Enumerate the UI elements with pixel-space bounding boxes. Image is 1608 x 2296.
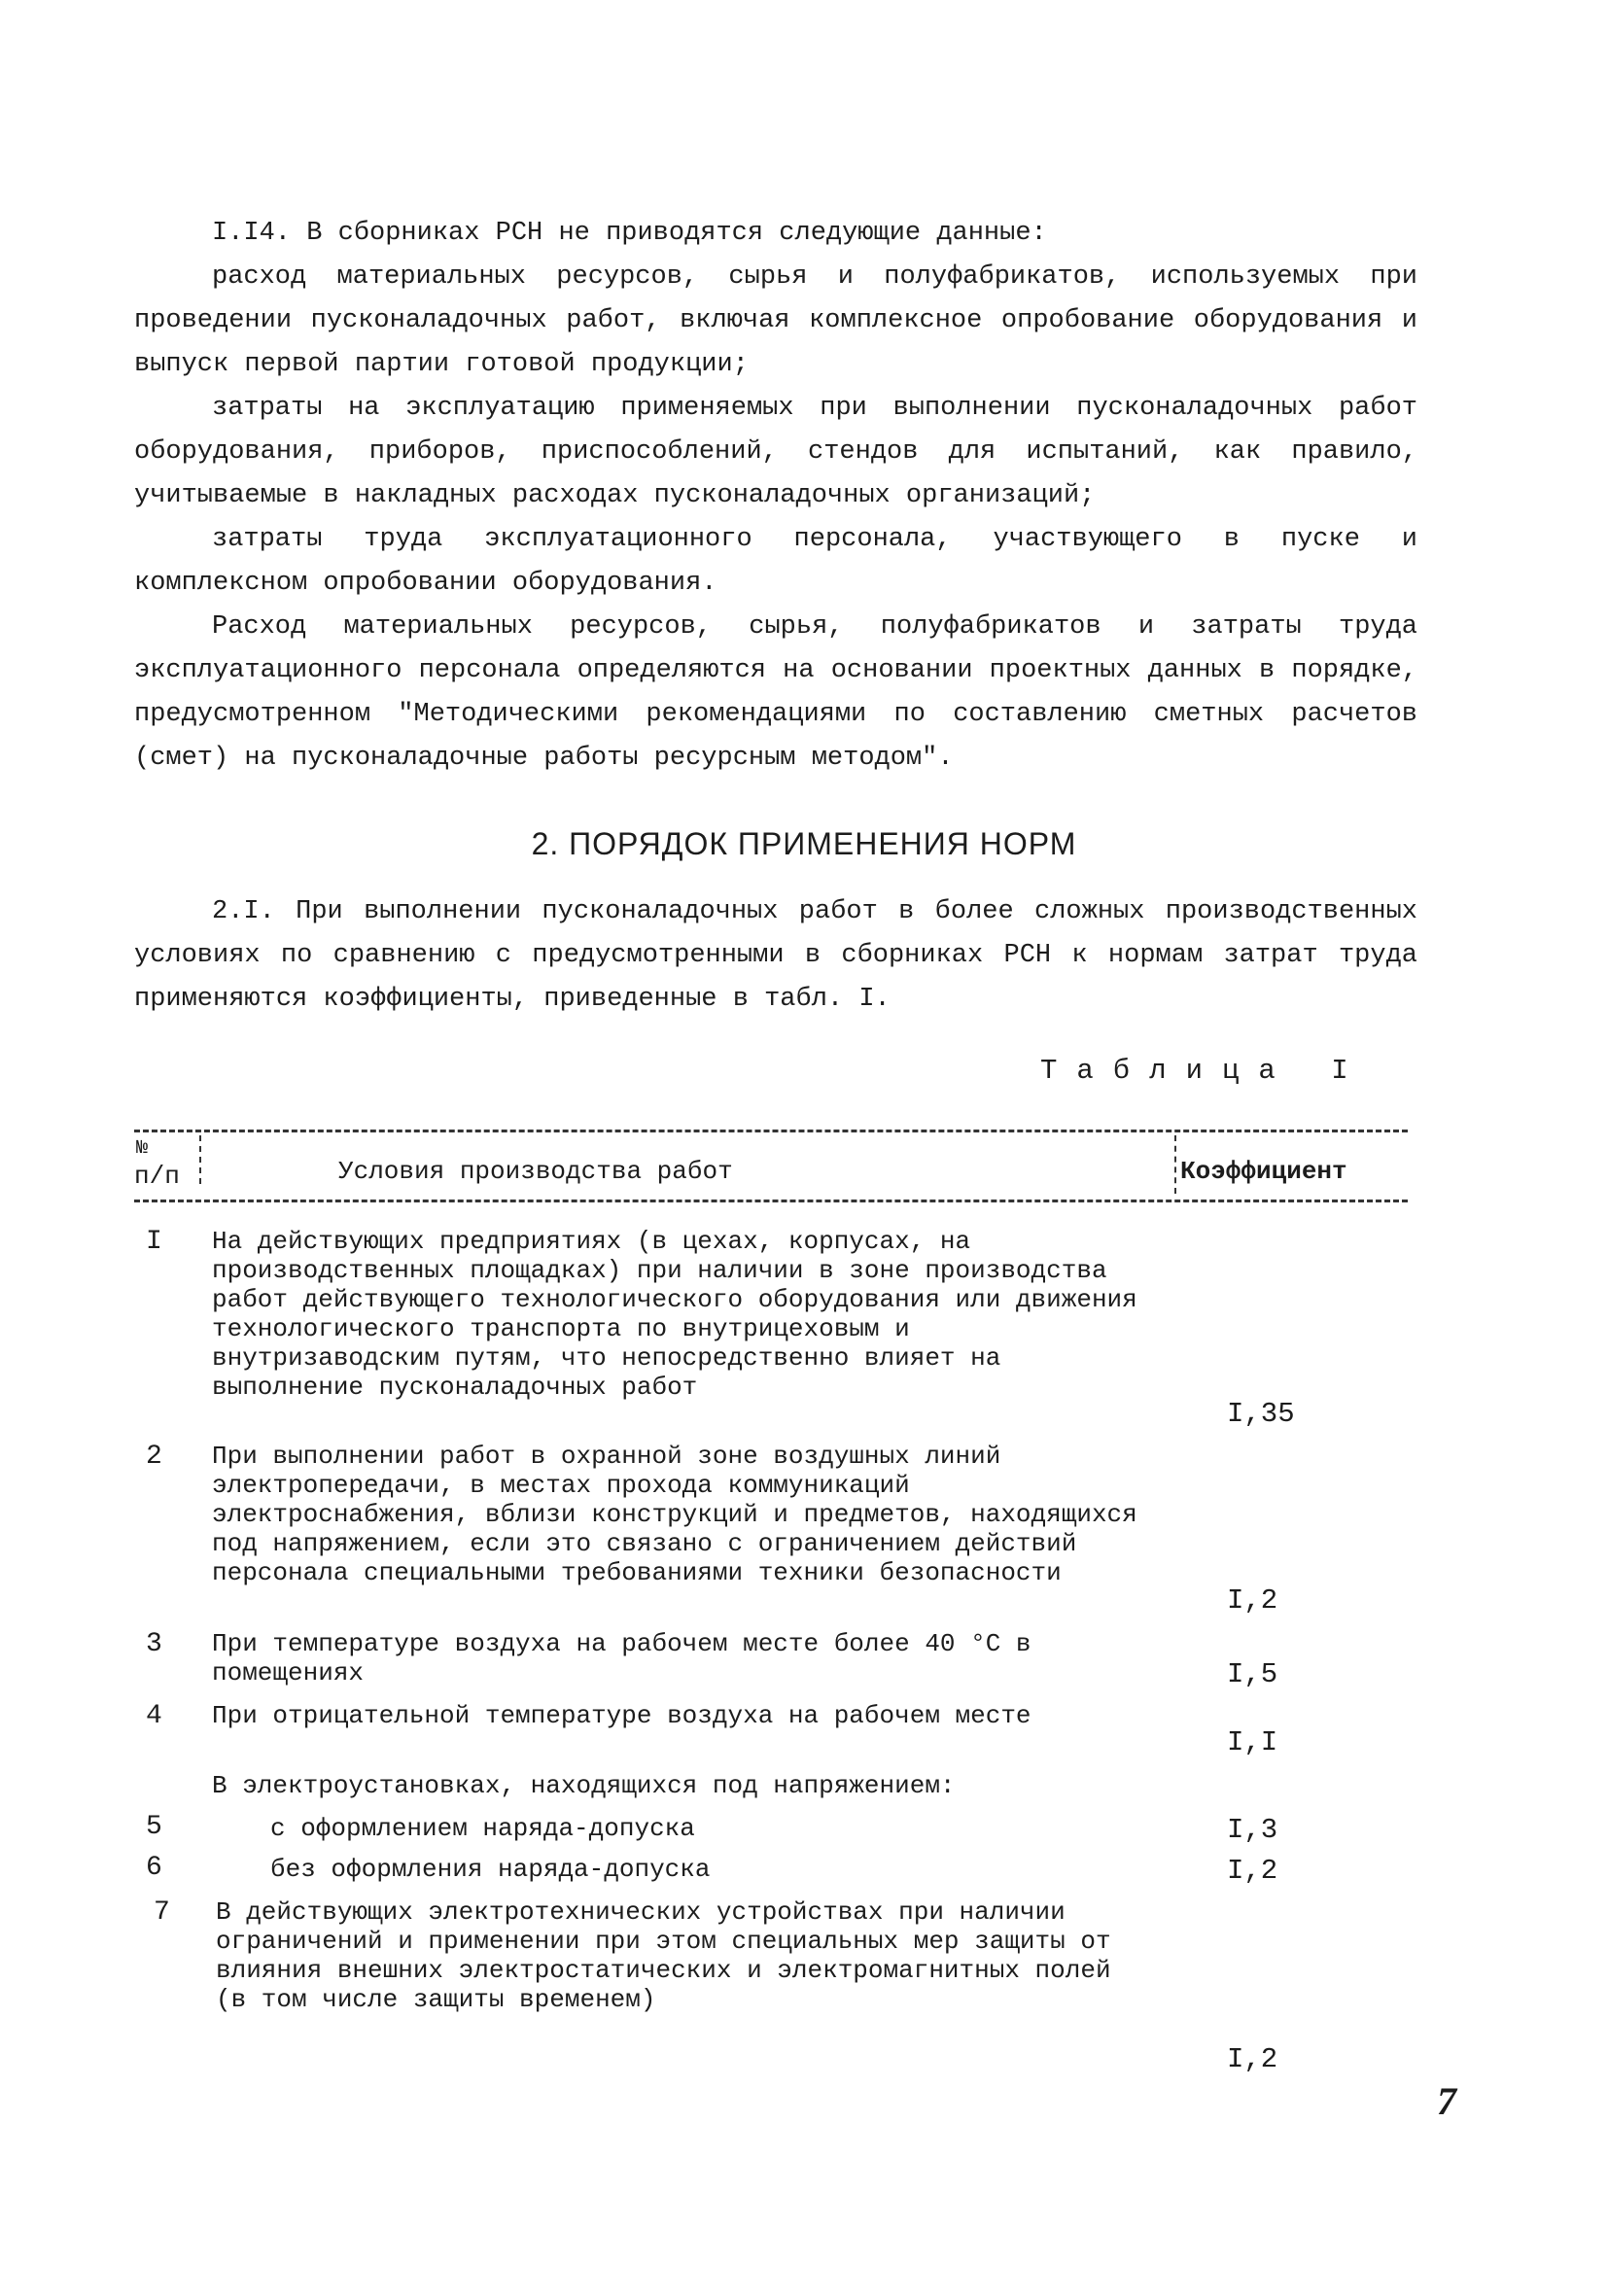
row-4-num: 4 — [146, 1701, 162, 1731]
intro-paragraph-3: затраты на эксплуатацию применяемых при выполнении пусконаладочных работ оборудования, приборов, приспособлений, стендов для испытаний, как правило, учитываемые в накладных расходах пусконаладочных организаций; — [134, 394, 1417, 510]
section2-paragraph: 2.I. При выполнении пусконаладочных работ в более сложных производственных условиях по сравнению с предусмотренными в сборниках РСН к нормам затрат труда применяются коэффициенты, приведенные в табл. I. — [134, 897, 1417, 1014]
row-3-num: 3 — [146, 1629, 162, 1659]
page-number: 7 — [1437, 2079, 1456, 2123]
row-4-coefficient: I,I — [1227, 1726, 1278, 1758]
row-2-conditions: При выполнении работ в охранной зоне воздушных линий электропередачи, в местах прохода коммуникаций электроснабжения, вблизи конструкций и предметов, находящихся под напряжением, если это связано с ограничением действий персонала специальными требованиями техники безопасности — [212, 1442, 1137, 1587]
row-3-conditions: При температуре воздуха на рабочем месте более 40 °C в помещениях — [212, 1629, 1031, 1687]
row-6-conditions: без оформления наряда-допуска — [270, 1855, 711, 1884]
row-1-num: I — [146, 1227, 162, 1257]
row-5-conditions: с оформлением наряда-допуска — [270, 1814, 695, 1843]
row-6-coefficient: I,2 — [1227, 1855, 1278, 1887]
header-conditions: Условия производства работ — [338, 1157, 733, 1186]
row-4-conditions: При отрицательной температуре воздуха на рабочем месте — [212, 1701, 1031, 1730]
row-2-num: 2 — [146, 1442, 162, 1472]
intro-paragraph-4: затраты труда эксплуатационного персонала, участвующего в пуске и комплексном опробовании оборудования. — [134, 525, 1417, 598]
intro-paragraph-5: Расход материальных ресурсов, сырья, полуфабрикатов и затраты труда эксплуатационного персонала определяются на основании проектных данных в порядке, предусмотренном "Методическими рекомендациями по составлению сметных расчетов (смет) на пусконаладочные работы ресурсным методом". — [134, 612, 1417, 773]
header-separator-left — [199, 1135, 201, 1184]
table-header-rule — [134, 1200, 1408, 1202]
header-num-top: № — [136, 1137, 149, 1160]
intro-section — [134, 212, 1417, 781]
table-caption: Таблица I — [1040, 1055, 1368, 1087]
table-top-rule — [134, 1130, 1408, 1132]
row-7-coefficient: I,2 — [1227, 2043, 1278, 2075]
header-num: п/п — [134, 1162, 180, 1191]
intro-paragraph-2: расход материальных ресурсов, сырья и полуфабрикатов, используемых при проведении пусконаладочных работ, включая комплексное опробование оборудования и выпуск первой партии готовой продукции; — [134, 262, 1417, 379]
intro-paragraph-1: I.I4. В сборниках РСН не приводятся следующие данные: — [212, 219, 1047, 248]
row-7-conditions: В действующих электротехнических устройствах при наличии ограничений и применении при этом специальных мер защиты от влияния внешних электростатических и электромагнитных полей (в том числе защиты временем) — [216, 1897, 1111, 2014]
header-coefficient: Коэффициент — [1180, 1157, 1347, 1186]
row-7-num: 7 — [154, 1897, 170, 1928]
row-5-num: 5 — [146, 1812, 162, 1842]
row-1-coefficient: I,35 — [1227, 1398, 1295, 1430]
row-6-num: 6 — [146, 1853, 162, 1883]
row-1-conditions: На действующих предприятиях (в цехах, корпусах, на производственных площадках) при наличии в зоне производства работ действующего технологического оборудования или движения технологического транспорта по внутрицеховым и внутризаводским путям, что непосредственно влияет на выполнение пусконаладочных работ — [212, 1227, 1137, 1402]
row-5-coefficient: I,3 — [1227, 1814, 1278, 1846]
header-separator-right — [1174, 1135, 1176, 1194]
section-heading: 2. ПОРЯДОК ПРИМЕНЕНИЯ НОРМ — [531, 826, 1077, 861]
row-2-coefficient: I,2 — [1227, 1584, 1278, 1617]
section2-body — [134, 890, 1417, 1022]
row-3-coefficient: I,5 — [1227, 1658, 1278, 1690]
row-group-heading: В электроустановках, находящихся под напряжением: — [212, 1771, 956, 1800]
